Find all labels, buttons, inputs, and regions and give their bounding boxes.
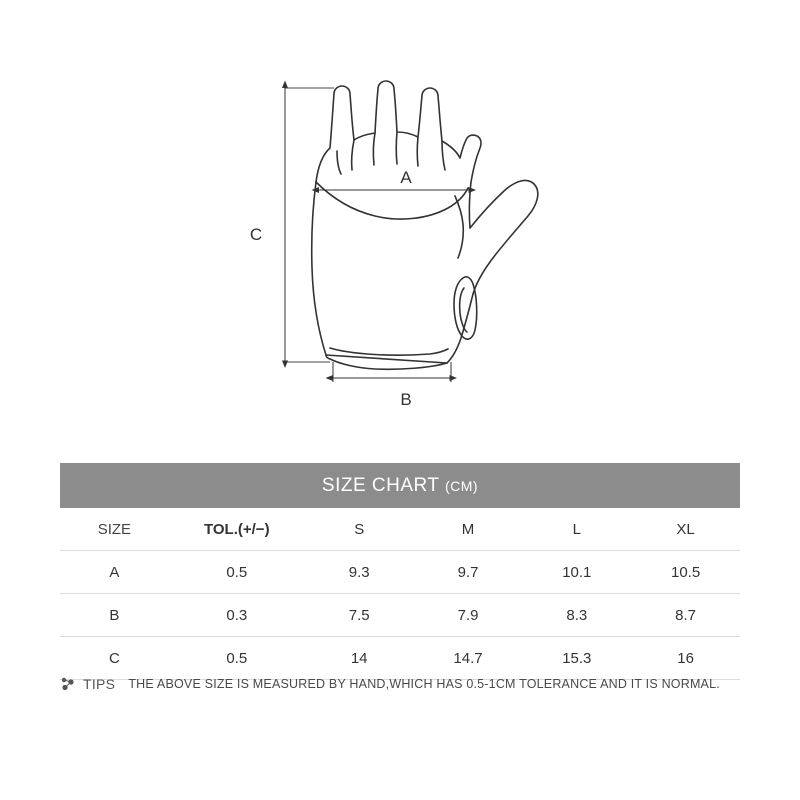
size-chart-title-text: SIZE CHART <box>321 475 440 496</box>
row-value-xl: 16 <box>631 637 740 680</box>
row-value-m: 9.7 <box>414 551 523 594</box>
table-header-row <box>60 508 740 551</box>
header-s: S <box>305 508 414 551</box>
row-value-l: 8.3 <box>522 594 631 637</box>
tips-row <box>60 676 760 692</box>
dimension-b-label: B <box>400 390 412 409</box>
tips-dots-icon <box>60 676 76 692</box>
size-chart-title <box>60 463 740 508</box>
dimension-c-line <box>285 88 334 362</box>
row-value-s: 9.3 <box>305 551 414 594</box>
row-label: C <box>60 637 169 680</box>
header-m: M <box>414 508 523 551</box>
table-row <box>60 551 740 594</box>
size-chart-unit: (CM) <box>444 478 479 494</box>
row-value-xl: 10.5 <box>631 551 740 594</box>
table-row <box>60 594 740 637</box>
header-xl: XL <box>631 508 740 551</box>
row-value-m: 14.7 <box>414 637 523 680</box>
table-head <box>60 508 740 551</box>
row-value-m: 7.9 <box>414 594 523 637</box>
dimension-b-line <box>333 362 451 382</box>
row-label: A <box>60 551 169 594</box>
row-label: B <box>60 594 169 637</box>
size-chart-table <box>60 463 740 680</box>
header-tolerance: TOL.(+/−) <box>169 508 305 551</box>
row-value-s: 7.5 <box>305 594 414 637</box>
dimension-c-label: C <box>249 225 263 244</box>
header-size: SIZE <box>60 508 169 551</box>
measurements-table <box>60 508 740 680</box>
row-tolerance: 0.3 <box>169 594 305 637</box>
table-body <box>60 551 740 680</box>
glove-outline <box>312 81 538 369</box>
tips-text: THE ABOVE SIZE IS MEASURED BY HAND,WHICH HAS 0.5-1CM TOLERANCE AND IT IS NORMAL. <box>128 677 720 691</box>
dimension-a-label: A <box>400 168 412 187</box>
row-tolerance: 0.5 <box>169 637 305 680</box>
row-value-l: 10.1 <box>522 551 631 594</box>
tips-label: TIPS <box>83 676 116 692</box>
row-value-l: 15.3 <box>522 637 631 680</box>
row-value-xl: 8.7 <box>631 594 740 637</box>
table-row <box>60 637 740 680</box>
row-value-s: 14 <box>305 637 414 680</box>
row-tolerance: 0.5 <box>169 551 305 594</box>
header-l: L <box>522 508 631 551</box>
